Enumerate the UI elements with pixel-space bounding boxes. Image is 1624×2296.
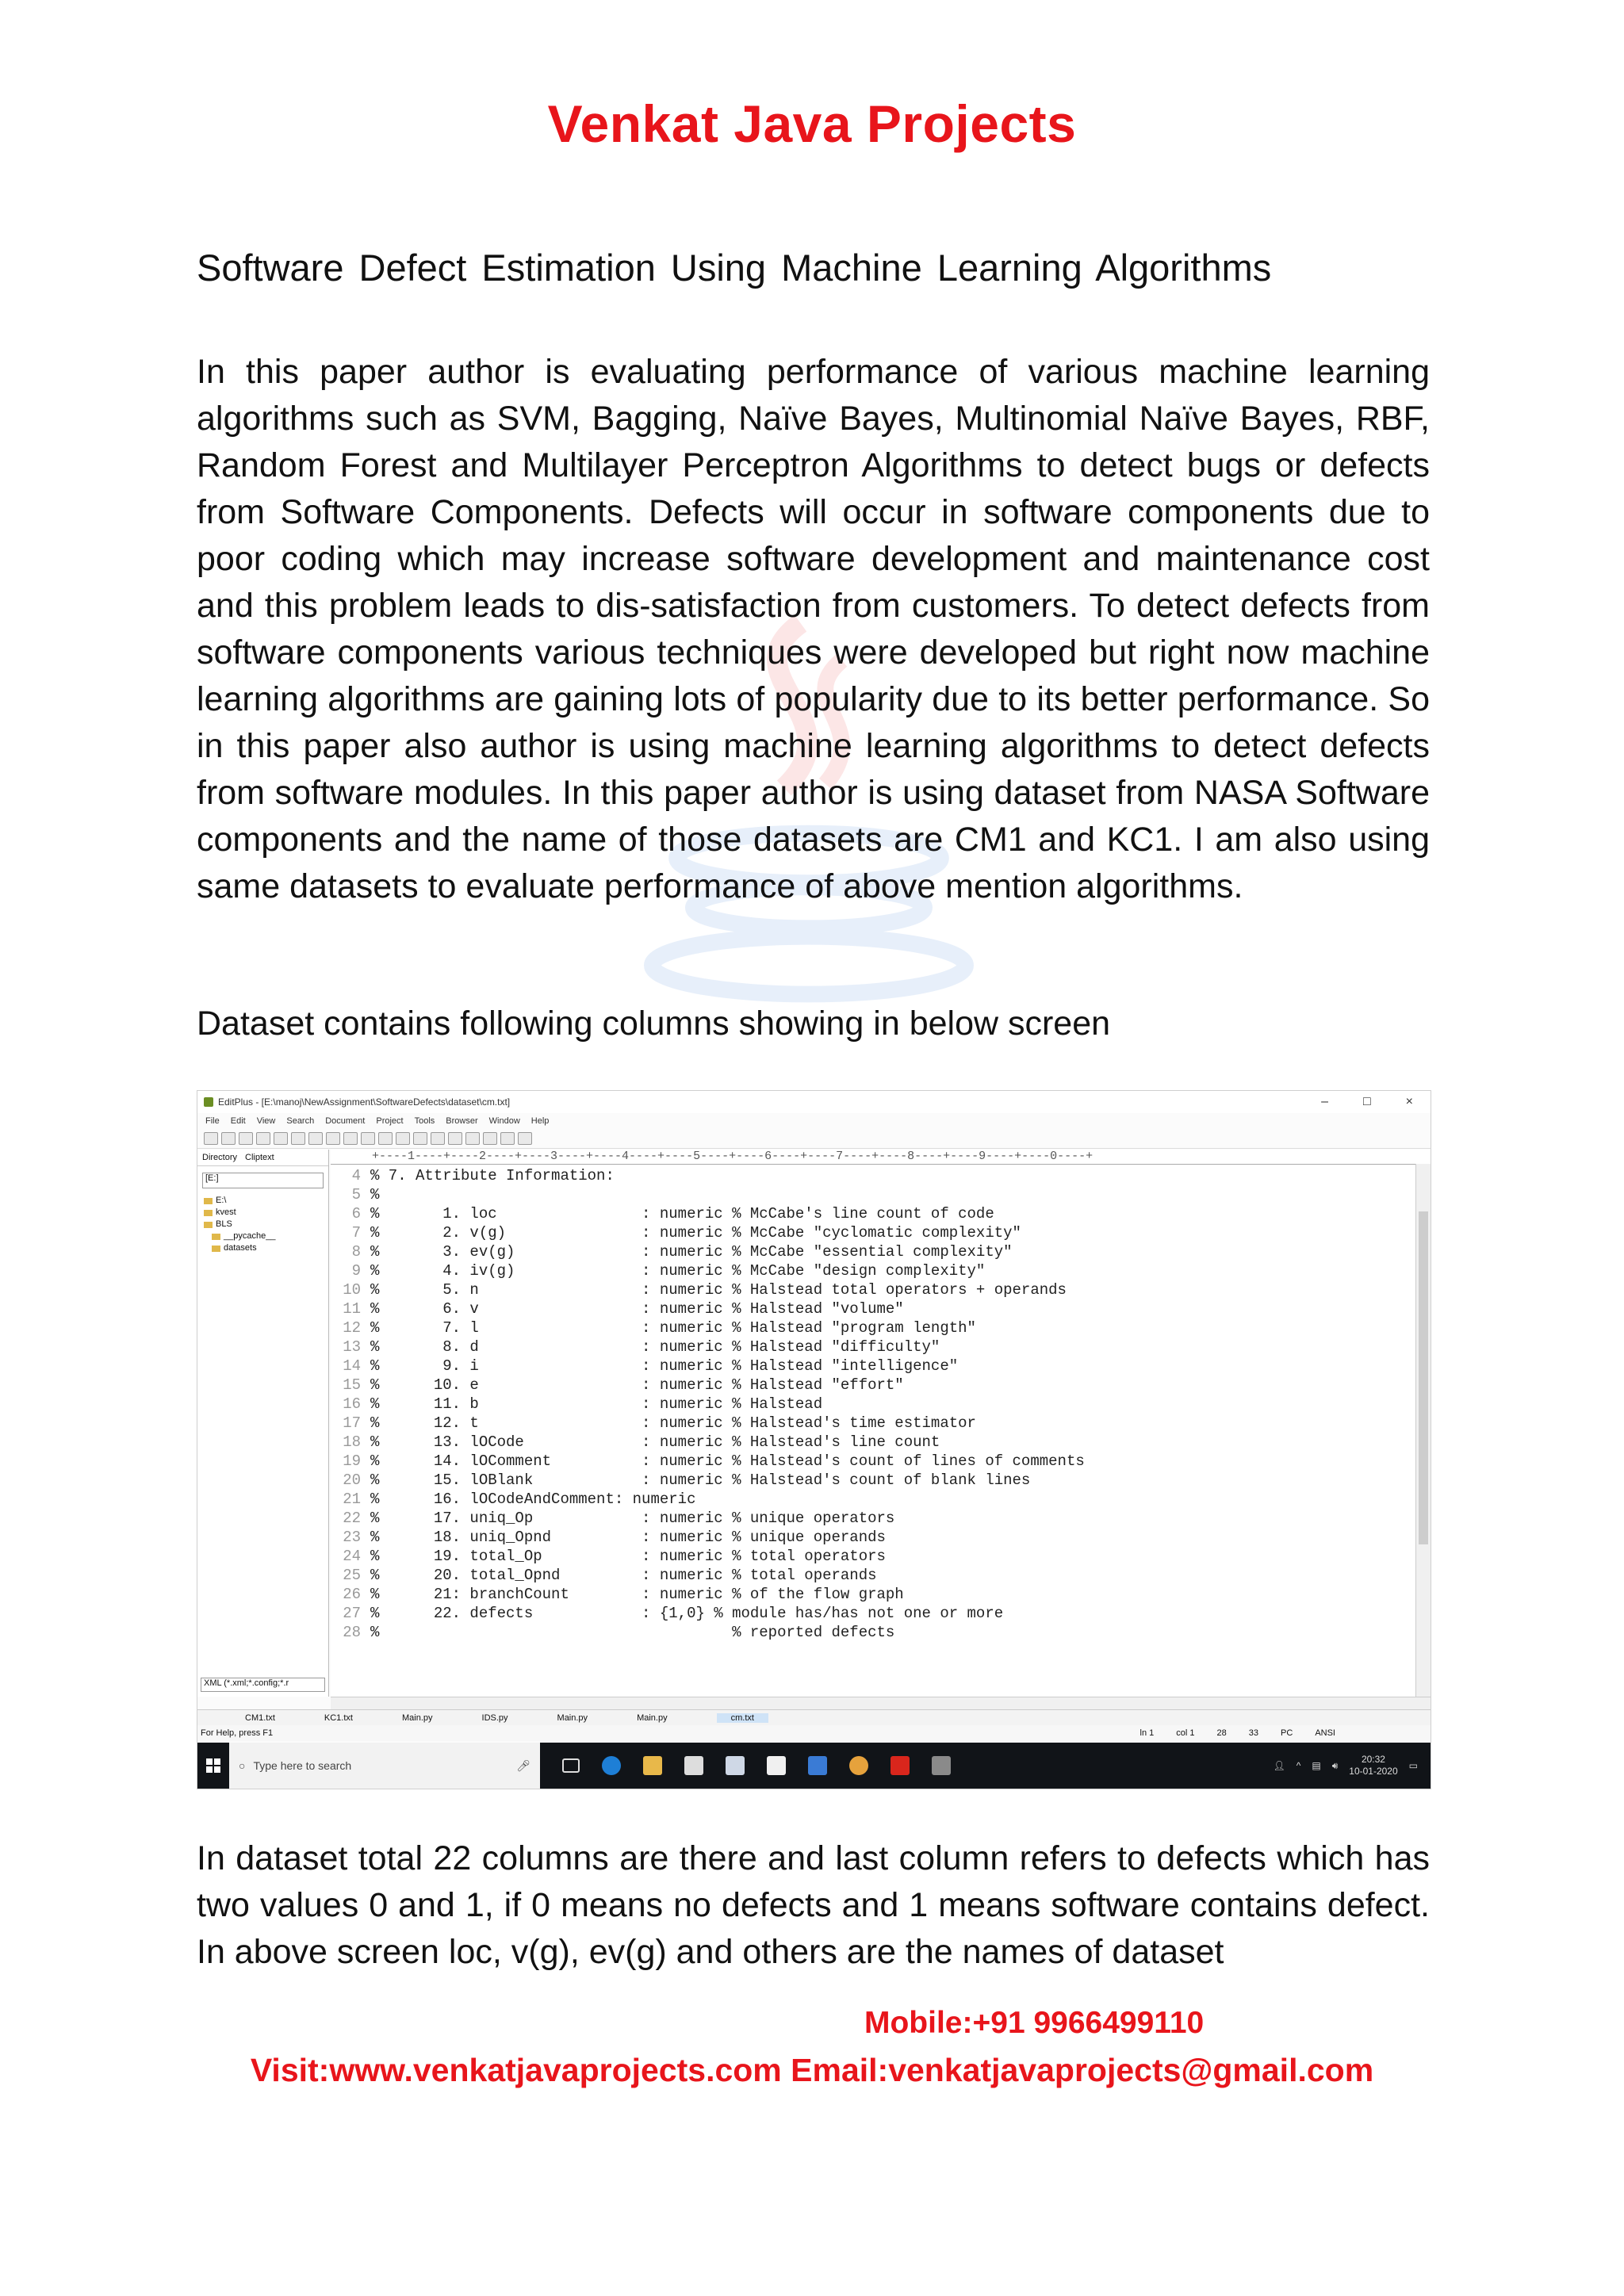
file-tab[interactable]: Main.py [637, 1713, 668, 1723]
line-number: 22 [343, 1510, 361, 1527]
code-area [331, 1165, 1431, 1642]
status-bar [197, 1725, 1431, 1741]
windows-taskbar [197, 1743, 1431, 1789]
status-value: 33 [1248, 1728, 1259, 1738]
file-tab[interactable]: CM1.txt [245, 1713, 275, 1723]
code-line [331, 1528, 1431, 1547]
undo-icon[interactable] [396, 1132, 410, 1145]
editplus-app-icon [204, 1097, 213, 1107]
code-text: % 7. Attribute Information: [370, 1167, 615, 1184]
dataset-description-paragraph: In dataset total 22 columns are there and last column refers to defects which has two values 0 and 1, if 0 means no defects and 1 means software contains defect. In above screen loc, v(g), ev(g) and others are the names of dataset [197, 1839, 1430, 1971]
code-text: % 16. lOCodeAndComment: numeric [370, 1490, 696, 1508]
code-text: % 17. uniq_Op : numeric % unique operators [370, 1510, 895, 1527]
code-line [331, 1585, 1431, 1604]
menu-edit[interactable]: Edit [230, 1116, 246, 1126]
line-number: 14 [343, 1357, 361, 1375]
line-number: 23 [343, 1529, 361, 1546]
code-text: % 2. v(g) : numeric % McCabe "cyclomatic complexity" [370, 1224, 1021, 1242]
menu-view[interactable]: View [256, 1116, 276, 1126]
folder-icon [204, 1198, 213, 1204]
network-icon[interactable]: ▤ [1312, 1760, 1321, 1771]
tree-item[interactable]: datasets [204, 1242, 328, 1254]
spellcheck-icon[interactable] [308, 1132, 323, 1145]
code-text: % [370, 1186, 380, 1203]
line-number: 20 [343, 1471, 361, 1489]
menu-window[interactable]: Window [488, 1116, 520, 1126]
tree-item[interactable]: kvest [204, 1207, 328, 1219]
task-view-icon[interactable] [562, 1758, 580, 1773]
code-line [331, 1376, 1431, 1395]
menu-search[interactable]: Search [286, 1116, 315, 1126]
code-text: % 20. total_Opnd : numeric % total operands [370, 1567, 877, 1584]
redo-icon[interactable] [413, 1132, 427, 1145]
microphone-icon[interactable]: 🎤︎ [516, 1758, 530, 1772]
line-number: 13 [343, 1338, 361, 1356]
code-text: % 15. lOBlank : numeric % Halstead's count of blank lines [370, 1471, 1031, 1489]
file-tab-active[interactable]: cm.txt [717, 1713, 768, 1723]
code-line [331, 1433, 1431, 1452]
code-text: % 19. total_Op : numeric % total operators [370, 1548, 886, 1565]
code-line [331, 1223, 1431, 1242]
editor-screenshot [197, 1090, 1431, 1789]
line-number-icon[interactable] [500, 1132, 515, 1145]
code-line [331, 1604, 1431, 1623]
window-title: EditPlus - [E:\manoj\NewAssignment\SoftwareDefects\dataset\cm.txt] [218, 1096, 511, 1108]
search-icon: ○ [239, 1759, 246, 1772]
line-number: 5 [351, 1186, 361, 1203]
tab-directory[interactable]: Directory [202, 1153, 238, 1162]
line-number: 18 [343, 1433, 361, 1451]
file-filter-select[interactable]: XML (*.xml;*.config;*.r [201, 1678, 325, 1692]
taskbar-clock[interactable]: 20:32 10-01-2020 [1349, 1754, 1398, 1777]
document-title: Software Defect Estimation Using Machine Learning Algorithms [197, 247, 1272, 289]
edge-browser-icon[interactable] [602, 1756, 621, 1775]
pdf-reader-icon[interactable] [891, 1756, 910, 1775]
close-button[interactable]: × [1405, 1095, 1413, 1108]
page-header-title: Venkat Java Projects [547, 94, 1077, 153]
line-number: 24 [343, 1548, 361, 1565]
copy-icon[interactable] [343, 1132, 358, 1145]
tree-item[interactable]: BLS [204, 1219, 328, 1230]
vertical-scrollbar[interactable] [1415, 1164, 1431, 1697]
code-line [331, 1471, 1431, 1490]
file-explorer-icon[interactable] [643, 1756, 662, 1775]
code-line [331, 1452, 1431, 1471]
code-line [331, 1547, 1431, 1566]
line-number: 6 [351, 1205, 361, 1223]
code-line [331, 1414, 1431, 1433]
line-number: 11 [343, 1300, 361, 1318]
status-col: col 1 [1176, 1728, 1195, 1738]
line-number: 8 [351, 1243, 361, 1261]
code-text: % 18. uniq_Opnd : numeric % unique operands [370, 1529, 886, 1546]
tab-cliptext[interactable]: Cliptext [245, 1153, 274, 1162]
maximize-button[interactable]: □ [1362, 1095, 1371, 1108]
document-app-icon[interactable] [767, 1756, 786, 1775]
code-text: % 9. i : numeric % Halstead "intelligence" [370, 1357, 959, 1375]
code-line [331, 1337, 1431, 1357]
help-icon[interactable] [518, 1132, 532, 1145]
file-tab[interactable]: Main.py [401, 1713, 433, 1723]
volume-icon[interactable]: 🔊︎ [1331, 1759, 1339, 1771]
window-titlebar [197, 1091, 1431, 1113]
tree-item[interactable]: __pycache__ [204, 1230, 328, 1242]
tray-chevron-icon[interactable]: ^ [1296, 1760, 1301, 1771]
app-icon[interactable] [808, 1756, 827, 1775]
line-number: 28 [343, 1624, 361, 1641]
taskbar-search-box[interactable] [229, 1743, 540, 1789]
menu-help[interactable]: Help [530, 1116, 550, 1126]
status-help-text: For Help, press F1 [201, 1728, 274, 1738]
start-button[interactable] [197, 1743, 229, 1789]
print-icon[interactable] [274, 1132, 288, 1145]
system-tray [1273, 1754, 1431, 1777]
folder-icon [212, 1246, 220, 1252]
status-encoding: ANSI [1315, 1728, 1335, 1738]
file-tab[interactable]: IDS.py [481, 1713, 508, 1723]
file-tab[interactable]: Main.py [557, 1713, 588, 1723]
status-line: ln 1 [1139, 1728, 1155, 1738]
line-number: 17 [343, 1414, 361, 1432]
directory-pane [197, 1150, 329, 1697]
line-number: 27 [343, 1605, 361, 1622]
intro-paragraph: In this paper author is evaluating performance of various machine learning algorithms such as SVM, Bagging, Naïve Bayes, Multinomial Naïve Bayes, RBF, Random Forest and Multilayer Perceptron Algorithms to detect bugs or defects from Software Components. Defects will occur in software components due to poor coding which may increase software development and maintenance cost and this problem leads to dis-satisfaction from customers. To detect defects from software components various techniques were developed but right now machine learning algorithms are gaining lots of popularity due to its better performance. So in this paper also author is using machine learning algorithms to detect defects from software modules. In this paper author is using dataset from NASA Software components and the name of those datasets are CM1 and KC1. I am also using same datasets to evaluate performance of above mention algorithms. [197, 353, 1430, 905]
toolbar [197, 1129, 1431, 1149]
footer-contact: Visit:www.venkatjavaprojects.com Email:venkatjavaprojects@gmail.com [250, 2052, 1374, 2088]
folder-icon [212, 1234, 220, 1240]
code-text: % 6. v : numeric % Halstead "volume" [370, 1300, 904, 1318]
code-text: % 4. iv(g) : numeric % McCabe "design complexity" [370, 1262, 986, 1280]
code-line [331, 1242, 1431, 1261]
line-number: 25 [343, 1567, 361, 1584]
code-editor[interactable] [331, 1150, 1431, 1697]
code-line [331, 1280, 1431, 1299]
column-ruler: +----1----+----2----+----3----+----4----+----5----+----6----+----7----+----8----+----9----+----0----+ [331, 1150, 1431, 1165]
paste-icon[interactable] [361, 1132, 375, 1145]
file-tabs [197, 1709, 1431, 1726]
code-text: % 11. b : numeric % Halstead [370, 1395, 823, 1413]
line-number: 19 [343, 1452, 361, 1470]
code-line [331, 1395, 1431, 1414]
code-line [331, 1204, 1431, 1223]
file-tab[interactable]: KC1.txt [324, 1713, 353, 1723]
code-text: % 5. n : numeric % Halstead total operators + operands [370, 1281, 1067, 1299]
notification-icon[interactable]: ▭ [1408, 1760, 1418, 1771]
line-number: 9 [351, 1262, 361, 1280]
folder-icon [204, 1210, 213, 1216]
code-line [331, 1357, 1431, 1376]
save-all-icon[interactable] [256, 1132, 270, 1145]
people-icon[interactable]: 👤︎ [1273, 1760, 1285, 1771]
folder-tree [197, 1195, 328, 1254]
code-line [331, 1166, 1431, 1185]
line-number: 26 [343, 1586, 361, 1603]
folder-icon [204, 1222, 213, 1228]
code-line [331, 1566, 1431, 1585]
code-line [331, 1623, 1431, 1642]
open-file-icon[interactable] [221, 1132, 236, 1145]
code-text: % 12. t : numeric % Halstead's time estimator [370, 1414, 976, 1432]
code-line [331, 1490, 1431, 1509]
menu-file[interactable]: File [205, 1116, 220, 1126]
scrollbar-thumb[interactable] [1419, 1211, 1428, 1544]
status-value: 28 [1216, 1728, 1227, 1738]
print-preview-icon[interactable] [291, 1132, 305, 1145]
menu-project[interactable]: Project [376, 1116, 404, 1126]
code-text: % 13. lOCode : numeric % Halstead's line count [370, 1433, 940, 1451]
editplus-taskbar-icon[interactable] [932, 1756, 951, 1775]
line-number: 16 [343, 1395, 361, 1413]
code-line [331, 1261, 1431, 1280]
status-linebreak: PC [1281, 1728, 1293, 1738]
code-text: % 3. ev(g) : numeric % McCabe "essential complexity" [370, 1243, 1013, 1261]
chrome-icon[interactable] [849, 1756, 868, 1775]
windows-logo-icon [206, 1758, 220, 1773]
line-number: 10 [343, 1281, 361, 1299]
new-file-icon[interactable] [204, 1132, 218, 1145]
code-text: % 10. e : numeric % Halstead "effort" [370, 1376, 904, 1394]
code-line [331, 1299, 1431, 1318]
code-line [331, 1318, 1431, 1337]
delete-icon[interactable] [378, 1132, 393, 1145]
code-text: % 7. l : numeric % Halstead "program length" [370, 1319, 976, 1337]
taskbar-search-placeholder: Type here to search [253, 1759, 352, 1772]
replace-icon[interactable] [448, 1132, 462, 1145]
line-number: 15 [343, 1376, 361, 1394]
code-text: % 21: branchCount : numeric % of the flow graph [370, 1586, 904, 1603]
mail-icon[interactable] [726, 1756, 745, 1775]
cut-icon[interactable] [326, 1132, 340, 1145]
footer-mobile: Mobile:+91 9966499110 [864, 2006, 1205, 2040]
word-wrap-icon[interactable] [465, 1132, 480, 1145]
line-number: 4 [351, 1167, 361, 1184]
menu-tools[interactable]: Tools [414, 1116, 435, 1126]
line-number: 12 [343, 1319, 361, 1337]
dataset-intro-paragraph: Dataset contains following columns showing in below screen [197, 1004, 1111, 1043]
tree-item[interactable]: E:\ [204, 1195, 328, 1207]
code-text: % 1. loc : numeric % McCabe's line count of code [370, 1205, 994, 1223]
line-number: 21 [343, 1490, 361, 1508]
code-line [331, 1185, 1431, 1204]
menu-document[interactable]: Document [325, 1116, 366, 1126]
menu-browser[interactable]: Browser [446, 1116, 478, 1126]
code-text: % 8. d : numeric % Halstead "difficulty" [370, 1338, 940, 1356]
menu-bar [197, 1113, 1431, 1129]
code-line [331, 1509, 1431, 1528]
code-text: % 14. lOComment : numeric % Halstead's count of lines of comments [370, 1452, 1085, 1470]
save-icon[interactable] [239, 1132, 253, 1145]
minimize-button[interactable]: – [1321, 1095, 1328, 1108]
drive-select[interactable]: [E:] [202, 1173, 324, 1188]
code-text: % % reported defects [370, 1624, 895, 1641]
horizontal-scrollbar[interactable] [331, 1697, 1431, 1710]
ruler-icon[interactable] [483, 1132, 497, 1145]
store-icon[interactable] [684, 1756, 703, 1775]
find-icon[interactable] [431, 1132, 445, 1145]
code-text: % 22. defects : {1,0} % module has/has not one or more [370, 1605, 1004, 1622]
line-number: 7 [351, 1224, 361, 1242]
